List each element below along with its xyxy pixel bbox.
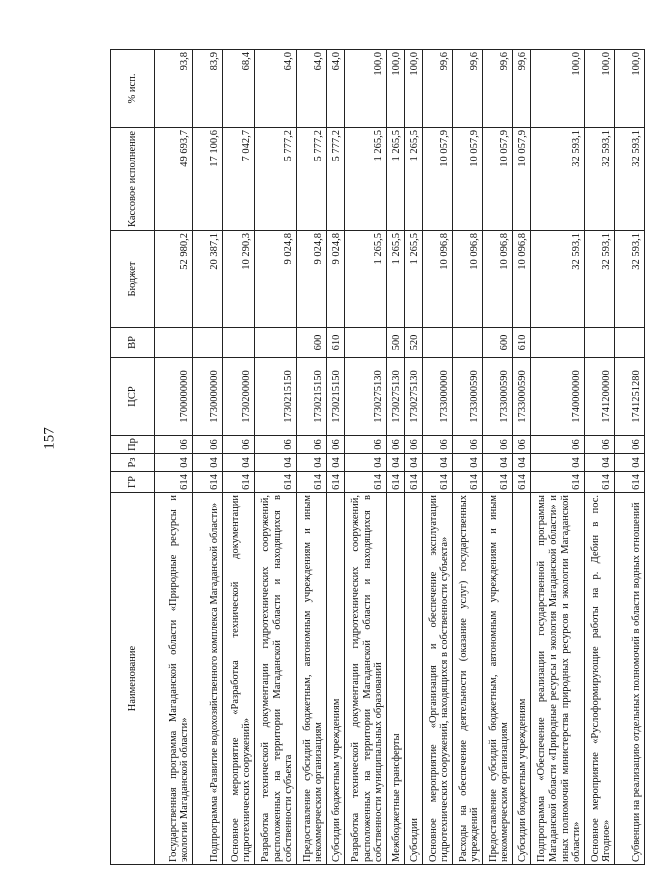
cell-pr: 06 — [297, 436, 327, 454]
table-row — [405, 50, 423, 865]
cell-budget: 1 265,5 — [345, 231, 387, 328]
cell-gr: 614 — [155, 472, 193, 493]
cell-budget: 1 265,5 — [405, 231, 423, 328]
cell-pr: 06 — [155, 436, 193, 454]
cell-vr — [223, 328, 255, 358]
cell-pct: 100,0 — [405, 50, 423, 128]
cell-rz: 04 — [531, 454, 585, 472]
cell-name: Межбюджетные трансферты — [387, 493, 405, 865]
header-pct: % исп. — [111, 50, 155, 128]
cell-csr: 1733000590 — [453, 358, 483, 436]
cell-pr: 06 — [615, 436, 645, 454]
cell-cash: 49 693,7 — [155, 128, 193, 231]
cell-csr: 1741200000 — [585, 358, 615, 436]
cell-budget: 20 387,1 — [193, 231, 223, 328]
table-row — [585, 50, 615, 865]
page-number: 157 — [41, 427, 58, 450]
header-csr: ЦСР — [111, 358, 155, 436]
header-budget: Бюджет — [111, 231, 155, 328]
cell-rz: 04 — [483, 454, 513, 472]
cell-vr — [345, 328, 387, 358]
cell-budget: 9 024,8 — [255, 231, 297, 328]
cell-pct: 99,6 — [423, 50, 453, 128]
cell-budget: 52 980,2 — [155, 231, 193, 328]
header-cash: Кассовое исполнение — [111, 128, 155, 231]
cell-vr — [255, 328, 297, 358]
cell-pct: 100,0 — [531, 50, 585, 128]
cell-cash: 10 057,9 — [513, 128, 531, 231]
cell-vr — [155, 328, 193, 358]
cell-cash: 32 593,1 — [585, 128, 615, 231]
cell-csr: 1730200000 — [223, 358, 255, 436]
cell-pr: 06 — [453, 436, 483, 454]
cell-rz: 04 — [327, 454, 345, 472]
cell-cash: 10 057,9 — [453, 128, 483, 231]
cell-name: Основное мероприятие «Организация и обеспечение эксплуатации гидротехнических сооружений, находящихся в собственности субъекта» — [423, 493, 453, 865]
cell-gr: 614 — [615, 472, 645, 493]
cell-budget: 32 593,1 — [615, 231, 645, 328]
cell-gr: 614 — [513, 472, 531, 493]
cell-pct: 83,9 — [193, 50, 223, 128]
cell-gr: 614 — [483, 472, 513, 493]
cell-csr: 1700000000 — [155, 358, 193, 436]
cell-budget: 32 593,1 — [585, 231, 615, 328]
cell-pct: 100,0 — [615, 50, 645, 128]
cell-cash: 1 265,5 — [387, 128, 405, 231]
cell-gr: 614 — [327, 472, 345, 493]
cell-pct: 99,6 — [513, 50, 531, 128]
table-header-row — [111, 50, 155, 865]
cell-name: Предоставление субсидий бюджетным, автономным учреждениям и иным некоммерческим организациям — [483, 493, 513, 865]
cell-rz: 04 — [585, 454, 615, 472]
cell-csr: 1730215150 — [255, 358, 297, 436]
table-row — [255, 50, 297, 865]
cell-rz: 04 — [297, 454, 327, 472]
cell-name: Расходы на обеспечение деятельности (оказание услуг) государственных учреждений — [453, 493, 483, 865]
cell-budget: 10 096,8 — [483, 231, 513, 328]
cell-vr — [423, 328, 453, 358]
cell-vr — [193, 328, 223, 358]
cell-cash: 1 265,5 — [405, 128, 423, 231]
cell-vr: 610 — [327, 328, 345, 358]
cell-rz: 04 — [255, 454, 297, 472]
table-row — [297, 50, 327, 865]
table-row — [423, 50, 453, 865]
cell-vr: 600 — [483, 328, 513, 358]
cell-csr: 1730275130 — [387, 358, 405, 436]
cell-rz: 04 — [513, 454, 531, 472]
cell-budget: 9 024,8 — [297, 231, 327, 328]
cell-rz: 04 — [387, 454, 405, 472]
cell-cash: 32 593,1 — [615, 128, 645, 231]
header-rz: Рз — [111, 454, 155, 472]
cell-name: Субсидии — [405, 493, 423, 865]
table-row — [223, 50, 255, 865]
cell-name: Субвенции на реализацию отдельных полномочий в области водных отношений — [615, 493, 645, 865]
table-body — [155, 50, 645, 865]
cell-name: Разработка технической документации гидротехнических сооружений, расположенных на территории Магаданской области и находящихся в собственности муниципальных образований — [345, 493, 387, 865]
cell-cash: 5 777,2 — [297, 128, 327, 231]
cell-csr: 1740000000 — [531, 358, 585, 436]
cell-pct: 64,0 — [297, 50, 327, 128]
cell-csr: 1733000590 — [483, 358, 513, 436]
cell-budget: 32 593,1 — [531, 231, 585, 328]
table-row — [615, 50, 645, 865]
cell-pr: 06 — [387, 436, 405, 454]
cell-pct: 100,0 — [345, 50, 387, 128]
table-row — [387, 50, 405, 865]
cell-pr: 06 — [585, 436, 615, 454]
cell-gr: 614 — [223, 472, 255, 493]
cell-gr: 614 — [531, 472, 585, 493]
cell-name: Подпрограмма «Обеспечение реализации государственной программы Магаданской области «Природные ресурсы и экология Магаданской области» и иных полномочий министерства природных ресурсов и экологии Магаданской области» — [531, 493, 585, 865]
cell-gr: 614 — [453, 472, 483, 493]
table-row — [453, 50, 483, 865]
cell-pr: 06 — [327, 436, 345, 454]
cell-name: Субсидии бюджетным учреждениям — [327, 493, 345, 865]
cell-csr: 1730275130 — [405, 358, 423, 436]
table-row — [531, 50, 585, 865]
cell-csr: 1730215150 — [297, 358, 327, 436]
cell-rz: 04 — [345, 454, 387, 472]
cell-csr: 1730215150 — [327, 358, 345, 436]
cell-name: Подпрограмма «Развитие водохозяйственного комплекса Магаданской области» — [193, 493, 223, 865]
cell-cash: 7 042,7 — [223, 128, 255, 231]
cell-name: Предоставление субсидий бюджетным, автономным учреждениям и иным некоммерческим организациям — [297, 493, 327, 865]
cell-pr: 06 — [531, 436, 585, 454]
cell-rz: 04 — [615, 454, 645, 472]
cell-cash: 17 100,6 — [193, 128, 223, 231]
cell-csr: 1733000000 — [423, 358, 453, 436]
cell-pr: 06 — [513, 436, 531, 454]
cell-gr: 614 — [255, 472, 297, 493]
cell-budget: 10 096,8 — [423, 231, 453, 328]
cell-vr — [585, 328, 615, 358]
cell-cash: 32 593,1 — [531, 128, 585, 231]
cell-pr: 06 — [345, 436, 387, 454]
cell-name: Основное мероприятие «Руслоформирующие работы на р. Дебин в пос. Ягодное» — [585, 493, 615, 865]
cell-pct: 93,8 — [155, 50, 193, 128]
table-row — [483, 50, 513, 865]
cell-pr: 06 — [423, 436, 453, 454]
cell-vr — [615, 328, 645, 358]
cell-rz: 04 — [223, 454, 255, 472]
table-row — [155, 50, 193, 865]
cell-budget: 1 265,5 — [387, 231, 405, 328]
cell-pct: 64,0 — [327, 50, 345, 128]
cell-gr: 614 — [345, 472, 387, 493]
rotated-page-content — [110, 50, 643, 865]
table-row — [513, 50, 531, 865]
header-gr: ГР — [111, 472, 155, 493]
cell-name: Субсидии бюджетным учреждениям — [513, 493, 531, 865]
cell-name: Разработка технической документации гидротехнических сооружений, расположенных на территории Магаданской области и находящихся в собственности субъекта — [255, 493, 297, 865]
cell-pct: 68,4 — [223, 50, 255, 128]
cell-cash: 1 265,5 — [345, 128, 387, 231]
cell-budget: 9 024,8 — [327, 231, 345, 328]
cell-vr: 610 — [513, 328, 531, 358]
cell-gr: 614 — [405, 472, 423, 493]
cell-rz: 04 — [423, 454, 453, 472]
cell-pr: 06 — [255, 436, 297, 454]
cell-gr: 614 — [423, 472, 453, 493]
header-pr: Пр — [111, 436, 155, 454]
cell-vr: 600 — [297, 328, 327, 358]
cell-rz: 04 — [453, 454, 483, 472]
cell-pr: 06 — [483, 436, 513, 454]
cell-cash: 5 777,2 — [327, 128, 345, 231]
header-name: Наименование — [111, 493, 155, 865]
cell-gr: 614 — [585, 472, 615, 493]
cell-vr: 520 — [405, 328, 423, 358]
cell-pr: 06 — [223, 436, 255, 454]
cell-cash: 10 057,9 — [423, 128, 453, 231]
cell-gr: 614 — [387, 472, 405, 493]
cell-budget: 10 096,8 — [453, 231, 483, 328]
cell-csr: 1730000000 — [193, 358, 223, 436]
cell-budget: 10 096,8 — [513, 231, 531, 328]
cell-pct: 64,0 — [255, 50, 297, 128]
cell-rz: 04 — [155, 454, 193, 472]
cell-gr: 614 — [193, 472, 223, 493]
cell-pct: 99,6 — [453, 50, 483, 128]
cell-pct: 99,6 — [483, 50, 513, 128]
cell-pr: 06 — [405, 436, 423, 454]
cell-vr — [531, 328, 585, 358]
table-row — [327, 50, 345, 865]
cell-csr: 1730275130 — [345, 358, 387, 436]
cell-gr: 614 — [297, 472, 327, 493]
cell-rz: 04 — [193, 454, 223, 472]
cell-rz: 04 — [405, 454, 423, 472]
cell-vr: 500 — [387, 328, 405, 358]
cell-pct: 100,0 — [585, 50, 615, 128]
cell-pct: 100,0 — [387, 50, 405, 128]
table-row — [345, 50, 387, 865]
cell-csr: 1741251280 — [615, 358, 645, 436]
cell-cash: 10 057,9 — [483, 128, 513, 231]
table-row — [193, 50, 223, 865]
cell-cash: 5 777,2 — [255, 128, 297, 231]
cell-csr: 1733000590 — [513, 358, 531, 436]
cell-name: Государственная программа Магаданской области «Природные ресурсы и экологии Магаданской области» — [155, 493, 193, 865]
header-vr: ВР — [111, 328, 155, 358]
budget-execution-table — [110, 49, 645, 865]
cell-budget: 10 290,3 — [223, 231, 255, 328]
cell-vr — [453, 328, 483, 358]
cell-name: Основное мероприятие «Разработка технической документации гидротехнических сооружений» — [223, 493, 255, 865]
cell-pr: 06 — [193, 436, 223, 454]
